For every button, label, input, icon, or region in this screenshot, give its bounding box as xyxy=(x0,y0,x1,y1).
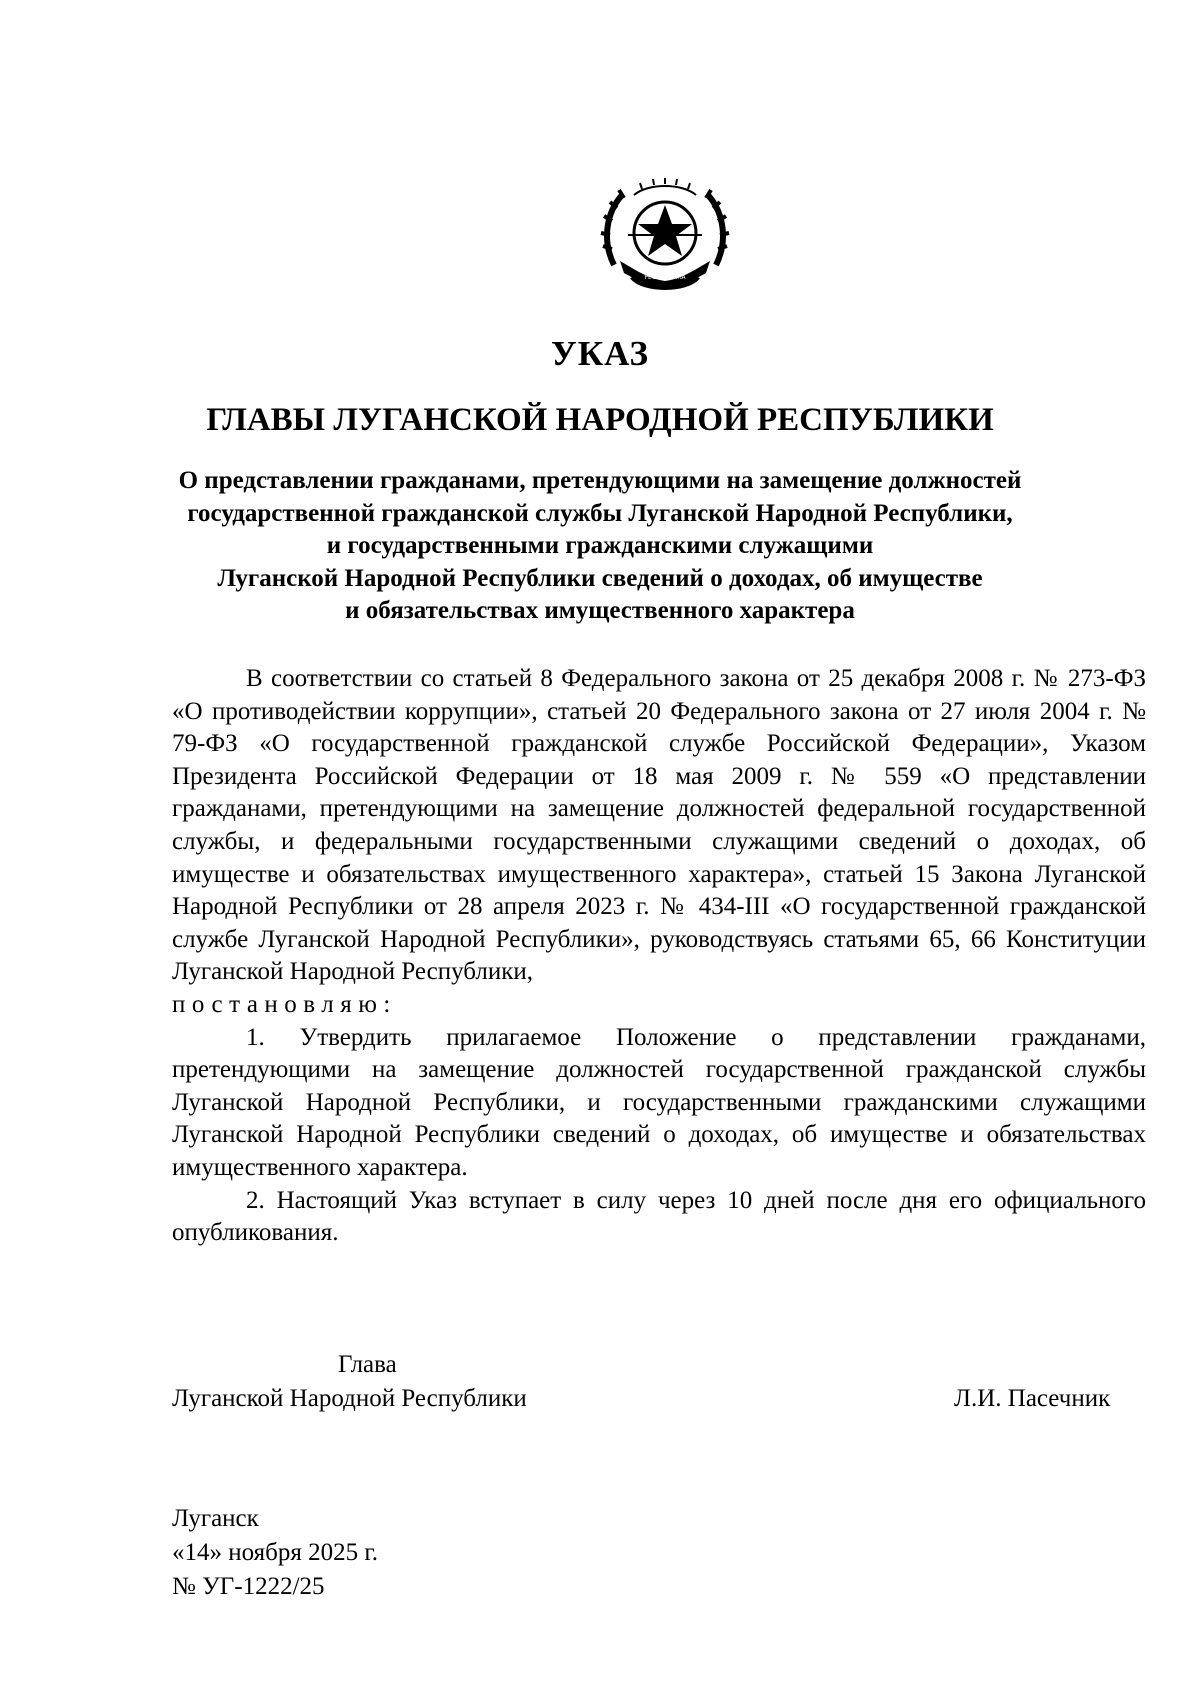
signatory-name: Л.И. Пасечник xyxy=(954,1385,1111,1412)
place-of-issue: Луганск xyxy=(172,1505,259,1532)
decree-subject xyxy=(130,465,1070,628)
date-of-issue: «14» ноября 2025 г. xyxy=(172,1539,379,1566)
decree-point-2: 2. Настоящий Указ вступает в силу через 10 дней после дня его официального опубликования. xyxy=(172,1186,1146,1247)
preamble-paragraph: В соответствии со статьей 8 Федерального закона от 25 декабря 2008 г. № 273-ФЗ «О противодействии коррупции», статьей 20 Федерального закона от 27 июля 2004 г. № 79-ФЗ «О государственной гражданской службе Российской Федерации», Указом Президента Российской Федерации от 18 мая 2009 г. № 559 «О представлении гражданами, претендующими на замещение должностей федеральной государственной службы, и федеральными государственными служащими сведений о доходах, об имуществе и обязательствах имущественного характера», статьей 15 Закона Луганской Народной Республики от 28 апреля 2023 г. № 434-III «О государственной гражданской службе Луганской Народной Республики», руководствуясь статьями 65, 66 Конституции Луганской Народной Республики, xyxy=(172,665,1146,986)
issuer-heading: ГЛАВЫ ЛУГАНСКОЙ НАРОДНОЙ РЕСПУБЛИКИ xyxy=(206,402,994,438)
subject-line: и обязательствах имущественного характера xyxy=(345,597,855,624)
resolve-keyword: постановляю: xyxy=(172,990,397,1018)
coat-of-arms-icon xyxy=(598,169,732,303)
subject-line: О представлении гражданами, претендующими на замещение должностей xyxy=(178,467,1022,494)
decree-body xyxy=(172,663,1146,1250)
document-type-heading: УКАЗ xyxy=(551,334,649,373)
emblem-motto: РЕСПУБЛИКА xyxy=(644,274,686,281)
subject-line: государственной гражданской службы Луганской Народной Республики, xyxy=(187,499,1013,527)
subject-line: и государственными гражданскими служащими xyxy=(326,532,874,559)
subject-line: Луганской Народной Республики сведений о доходах, об имуществе xyxy=(217,564,983,592)
signatory-position: Глава xyxy=(338,1351,397,1378)
signatory-organization: Луганской Народной Республики xyxy=(172,1385,527,1412)
decree-point-1: 1. Утвердить прилагаемое Положение о представлении гражданами, претендующими на замещение должностей государственной гражданской службы Луганской Народной Республики, и государственными гражданскими служащими Луганской Народной Республики сведений о доходах, об имуществе и обязательствах имущественного характера. xyxy=(172,1023,1146,1181)
decree-number: № УГ-1222/25 xyxy=(172,1573,325,1600)
